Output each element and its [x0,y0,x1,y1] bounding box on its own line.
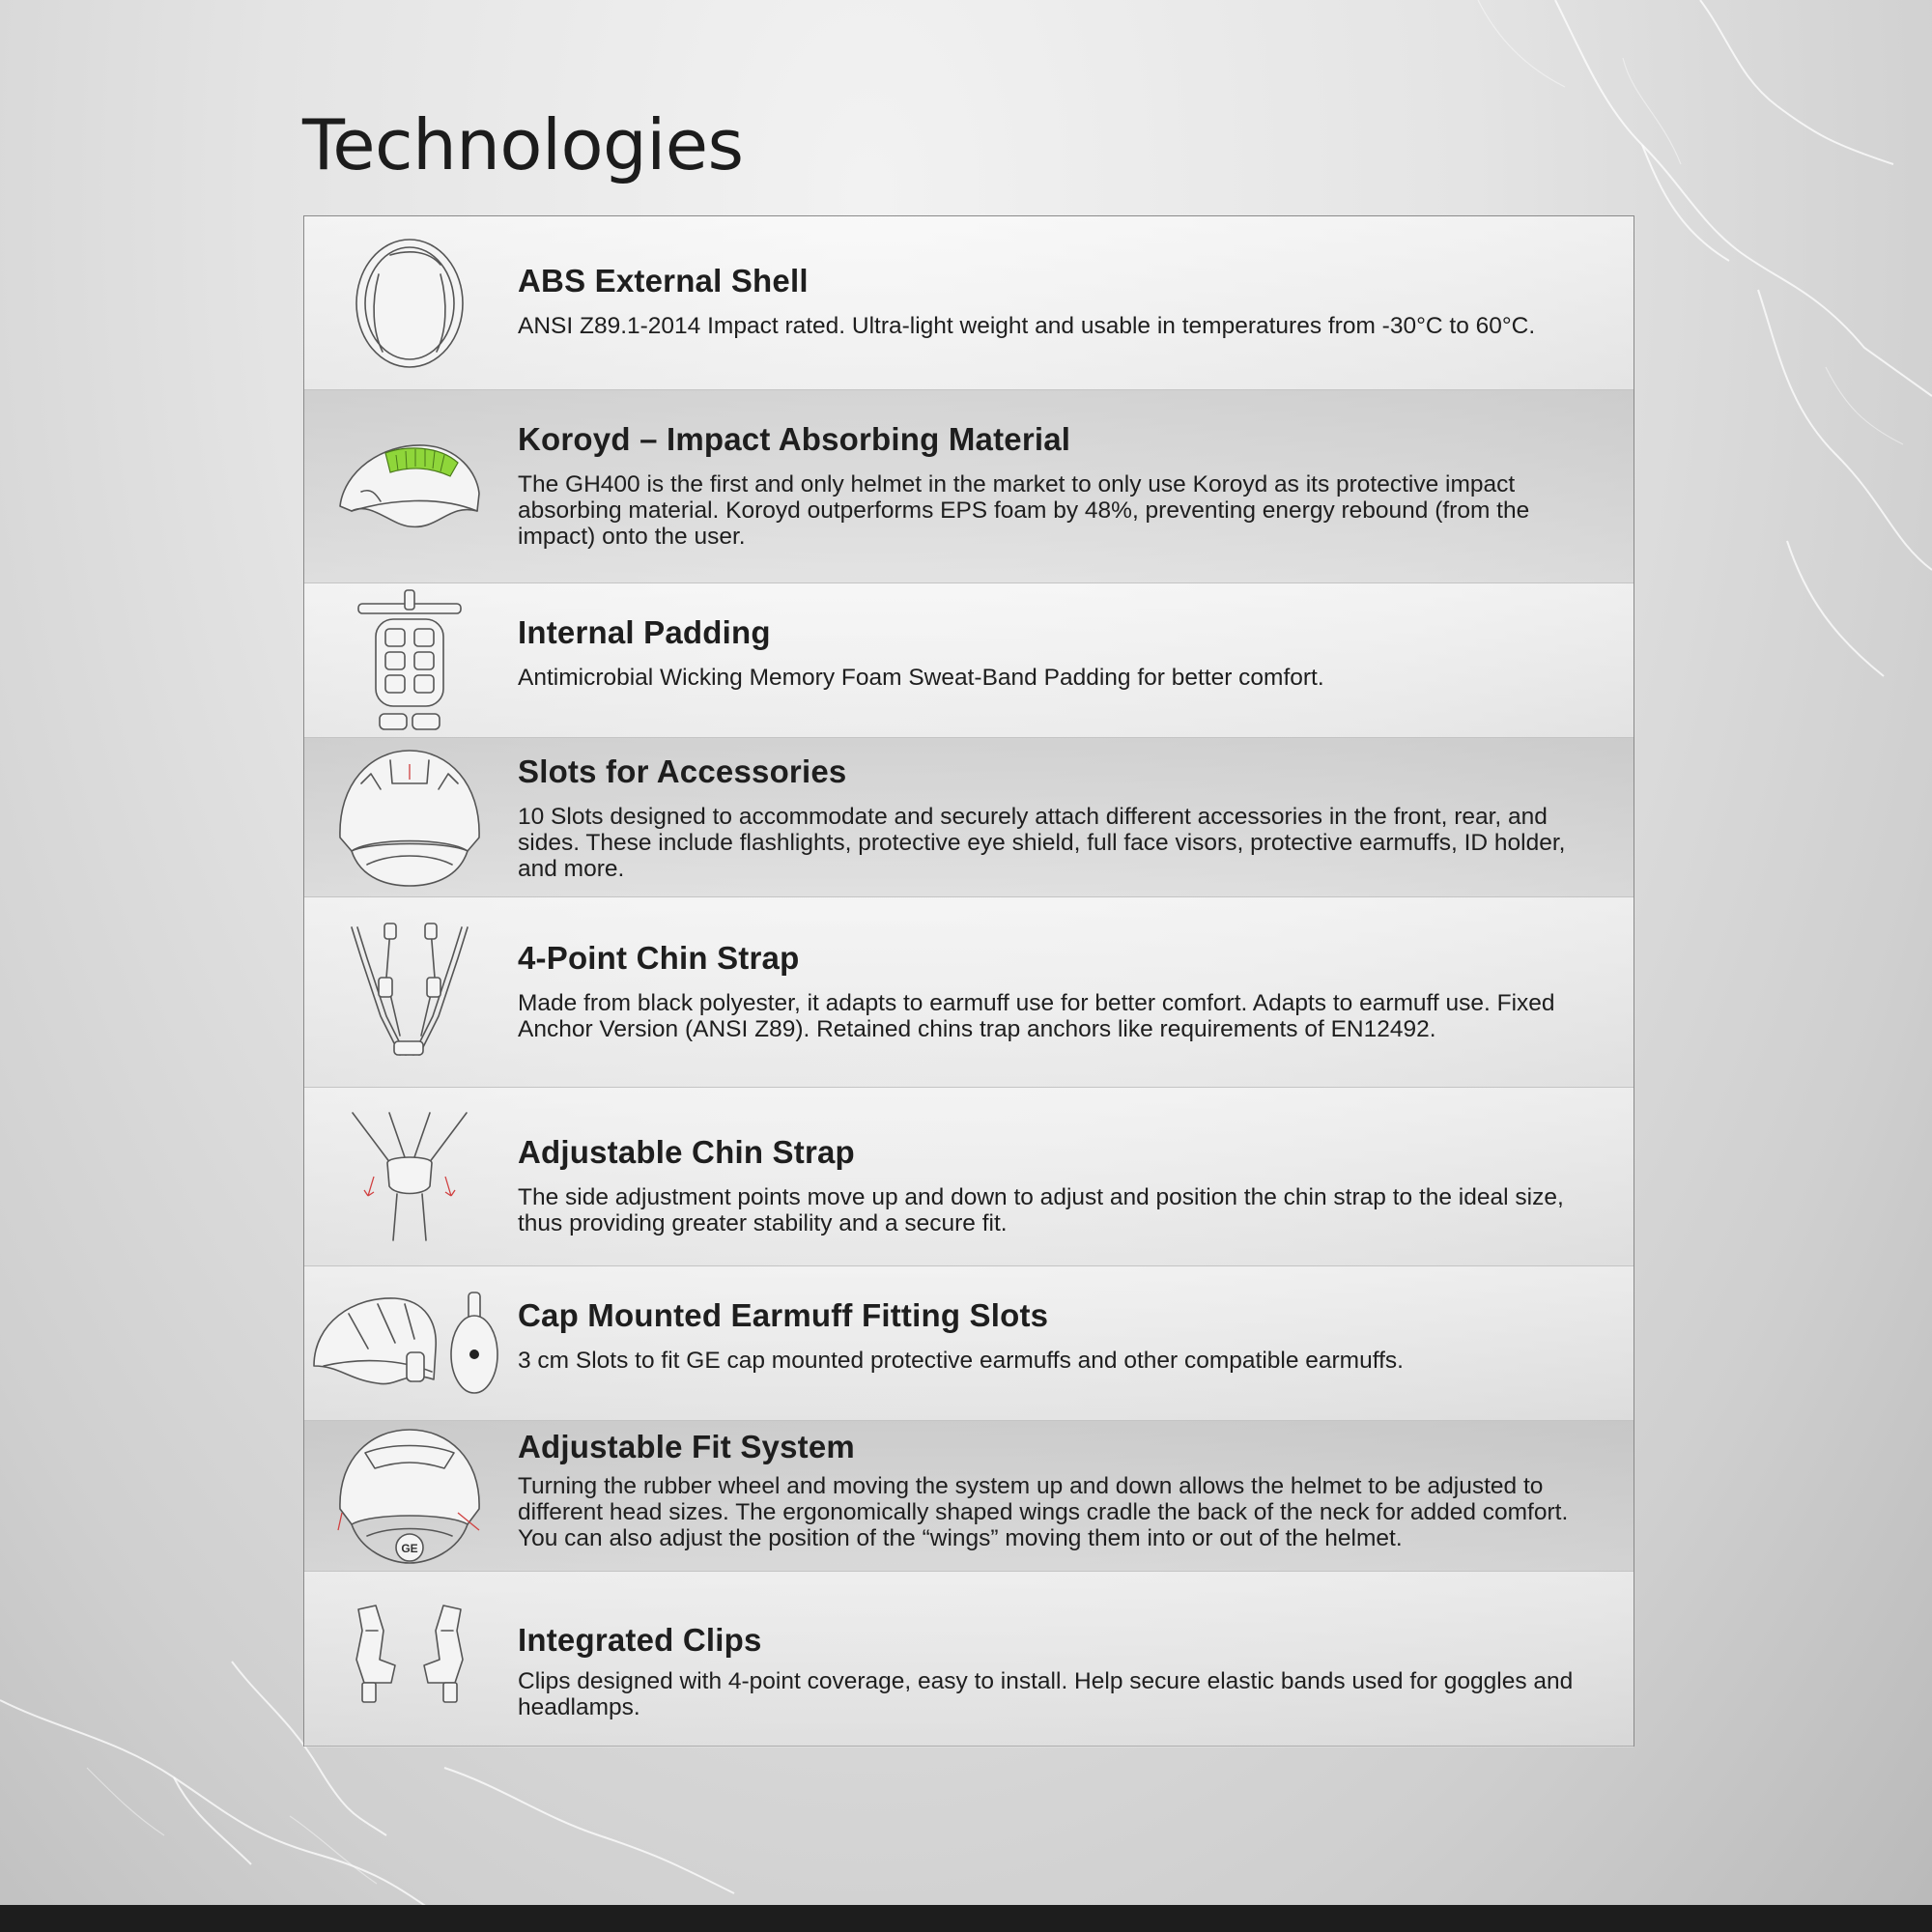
wheel-badge: GE [401,1541,418,1555]
tech-description: Clips designed with 4-point coverage, easy to install. Help secure elastic bands used for goggles and headlamps. [518,1668,1574,1720]
tech-description: 3 cm Slots to fit GE cap mounted protective earmuffs and other compatible earmuffs. [518,1348,1404,1374]
helmet-slots-icon [320,738,499,896]
tech-description: 10 Slots designed to accommodate and securely attach different accessories in the front, rear, and sides. These include flashlights, protective eye shield, full face visors, protective earmuffs, ID holder, and more. [518,804,1566,882]
tech-title: 4-Point Chin Strap [518,940,800,976]
fit-system-icon [320,1421,499,1571]
chin-strap-icon [320,897,499,1087]
tech-row-earmuff-slots [304,1266,1634,1421]
earmuff-helmet-icon [310,1266,503,1420]
tech-title: Koroyd – Impact Absorbing Material [518,421,1071,457]
adjustable-strap-icon [320,1088,499,1265]
tech-title: ABS External Shell [518,263,809,298]
tech-row-fit-system [304,1421,1634,1572]
helmet-shell-icon [320,216,499,389]
tech-description: Made from black polyester, it adapts to earmuff use for better comfort. Adapts to earmuff use. Fixed Anchor Version (ANSI Z89). Retained chins trap anchors like requirements of EN12492. [518,990,1555,1042]
tech-row-abs-shell [304,216,1634,390]
tech-row-adjustable-strap [304,1088,1634,1266]
tech-description: ANSI Z89.1-2014 Impact rated. Ultra-light weight and usable in temperatures from -30°C to 60°C. [518,313,1536,339]
tech-title: Internal Padding [518,614,771,650]
tech-description: Antimicrobial Wicking Memory Foam Sweat-Band Padding for better comfort. [518,665,1324,691]
padding-icon [320,583,499,737]
tech-title: Slots for Accessories [518,753,847,789]
tech-row-koroyd [304,390,1634,583]
tech-row-4point-strap [304,897,1634,1088]
tech-row-clips [304,1572,1634,1747]
tech-title: Integrated Clips [518,1622,762,1658]
footer-bar [0,1905,1932,1932]
tech-description: The side adjustment points move up and down to adjust and position the chin strap to the ideal size, thus providing greater stability and a secure fit. [518,1184,1564,1236]
tech-description: Turning the rubber wheel and moving the system up and down allows the helmet to be adjusted to different head sizes. The ergonomically shaped wings cradle the back of the neck for added comfort. You can also adjust the position of the “wings” moving them into or out of the helmet. [518,1473,1569,1551]
technologies-table [303,215,1634,1747]
page-title: Technologies [302,104,744,185]
tech-title: Cap Mounted Earmuff Fitting Slots [518,1297,1049,1333]
tech-title: Adjustable Chin Strap [518,1134,855,1170]
tech-row-slots [304,738,1634,897]
clips-icon [320,1572,499,1747]
tech-title: Adjustable Fit System [518,1429,855,1464]
koroyd-helmet-icon [320,390,499,582]
tech-description: The GH400 is the first and only helmet in the market to only use Koroyd as its protective impact absorbing material. Koroyd outperforms EPS foam by 48%, preventing energy rebound (from the impact) onto the user. [518,471,1530,550]
tech-row-padding [304,583,1634,738]
